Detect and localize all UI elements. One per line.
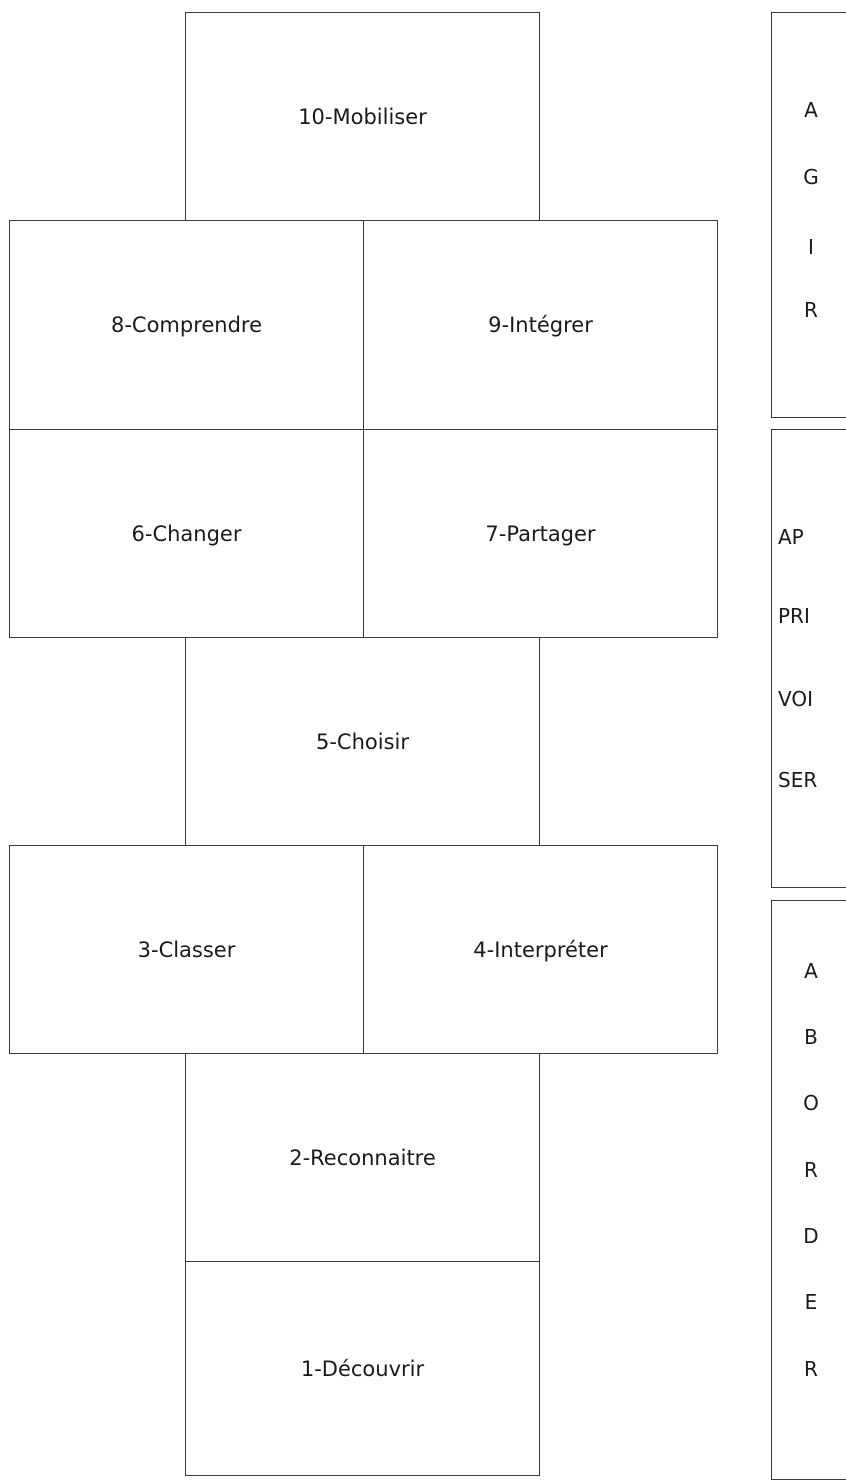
apprivoiser-syllable: SER <box>778 768 818 792</box>
aborder-letter: B <box>804 1025 818 1049</box>
step-6-label: 6-Changer <box>131 521 242 546</box>
step-3-label: 3-Classer <box>137 937 236 962</box>
step-8-label: 8-Comprendre <box>110 313 263 337</box>
step-9-label: 9-Intégrer <box>488 313 593 337</box>
side-panel-apprivoiser <box>771 429 846 888</box>
aborder-letter: E <box>804 1290 818 1314</box>
step-2-label: 2-Reconnaitre <box>289 1145 436 1170</box>
apprivoiser-syllable: AP <box>778 525 804 549</box>
aborder-letter: D <box>803 1224 819 1248</box>
step-9-integrer <box>363 220 718 430</box>
step-1-decouvrir <box>185 1261 540 1476</box>
agir-letter: G <box>803 165 819 189</box>
side-panel-aborder <box>771 900 846 1480</box>
step-4-label: 4-Interpréter <box>473 937 608 962</box>
step-7-label: 7-Partager <box>485 521 596 546</box>
step-1-label: 1-Découvrir <box>300 1356 425 1381</box>
step-5-label: 5-Choisir <box>315 729 409 754</box>
apprivoiser-syllable: PRI <box>778 604 810 628</box>
apprivoiser-syllable: VOI <box>778 687 813 711</box>
step-6-changer <box>9 429 364 638</box>
step-10-mobiliser <box>185 12 540 221</box>
step-2-reconnaitre <box>185 1053 540 1262</box>
side-panel-agir <box>771 12 846 418</box>
agir-letter: A <box>804 98 818 122</box>
agir-letter: R <box>804 298 818 322</box>
step-4-interpreter <box>363 845 718 1054</box>
step-3-classer <box>9 845 364 1054</box>
agir-letter: I <box>808 235 814 259</box>
step-7-partager <box>363 429 718 638</box>
aborder-letter: R <box>804 1158 818 1182</box>
step-5-choisir <box>185 637 540 846</box>
step-10-label: 10-Mobiliser <box>298 104 427 129</box>
step-8-comprendre <box>9 220 364 430</box>
aborder-letter: O <box>803 1091 819 1115</box>
aborder-letter: R <box>804 1357 818 1381</box>
aborder-letter: A <box>804 959 818 983</box>
